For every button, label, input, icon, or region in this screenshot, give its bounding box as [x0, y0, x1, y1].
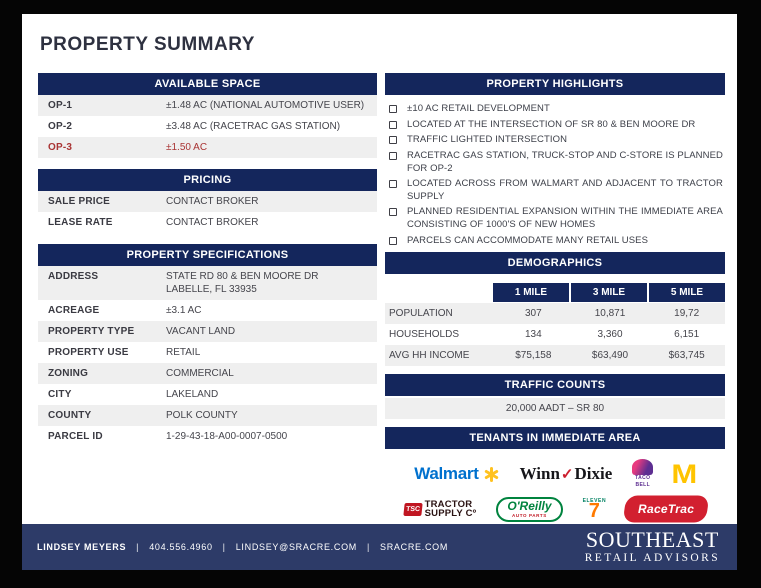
supply-word: SUPPLY Cº — [424, 508, 477, 520]
table-row — [38, 363, 377, 384]
row-label: CITY — [48, 389, 72, 400]
highlight-text: RACETRAC GAS STATION, TRUCK-STOP AND C-STORE IS PLANNED FOR OP-2 — [407, 149, 723, 174]
table-row-highlighted — [38, 137, 377, 158]
cell-value: $75,158 — [515, 350, 552, 362]
list-item — [389, 119, 723, 132]
row-value: CONTACT BROKER — [166, 217, 259, 228]
seven-numeral: 7 — [588, 499, 600, 522]
left-column — [38, 73, 377, 530]
brand-name-line2: RETAIL ADVISORS — [584, 552, 720, 565]
pricing-table — [38, 169, 377, 233]
bell-word: BELL — [635, 482, 651, 488]
row-value: 1-29-43-18-A00-0007-0500 — [166, 431, 288, 442]
list-item — [389, 178, 723, 203]
tractor-supply-logo — [404, 500, 477, 519]
row-label: ADDRESS — [48, 271, 99, 282]
row-label: PROPERTY USE — [48, 347, 129, 358]
column-spacer — [385, 283, 491, 302]
available-space-header: AVAILABLE SPACE — [38, 73, 377, 95]
row-value — [166, 270, 369, 296]
row-value: ±3.1 AC — [166, 305, 202, 316]
highlight-text: PARCELS CAN ACCOMMODATE MANY RETAIL USES — [407, 234, 649, 246]
cell-value: $63,745 — [668, 350, 705, 362]
contact-info — [37, 542, 448, 552]
checkbox-bullet-icon — [389, 237, 397, 245]
winn-word: Winn — [519, 464, 560, 483]
row-value: ±1.48 AC (NATIONAL AUTOMOTIVE USER) — [166, 100, 365, 111]
row-label: ZONING — [48, 368, 89, 379]
demographics-header: DEMOGRAPHICS — [385, 252, 725, 274]
row-value: VACANT LAND — [166, 326, 236, 337]
checkbox-bullet-icon — [389, 180, 397, 188]
logo-row — [385, 497, 725, 522]
row-label: PARCEL ID — [48, 431, 103, 442]
property-highlights-section — [385, 73, 725, 252]
cell-value: 6,151 — [674, 329, 700, 341]
demographics-column-headers — [385, 283, 725, 302]
row-value: COMMERCIAL — [166, 368, 234, 379]
property-specifications-table — [38, 244, 377, 447]
footer-bar — [22, 524, 737, 570]
table-row — [38, 321, 377, 342]
cell-value: 10,871 — [594, 308, 626, 320]
walmart-spark-icon — [483, 466, 500, 483]
table-row — [38, 212, 377, 233]
property-highlights-header: PROPERTY HIGHLIGHTS — [385, 73, 725, 95]
brand-name-line1: SOUTHEAST — [585, 527, 719, 553]
logo-row — [385, 459, 725, 489]
checkbox-bullet-icon — [389, 152, 397, 160]
row-label: ACREAGE — [48, 305, 100, 316]
tenants-section — [385, 427, 725, 522]
pricing-header: PRICING — [38, 169, 377, 191]
racetrac-wordmark: RaceTrac — [638, 502, 695, 517]
separator: | — [222, 542, 226, 552]
flyer-page — [22, 14, 737, 570]
list-item — [389, 103, 723, 116]
table-row — [38, 426, 377, 447]
highlight-text: LOCATED AT THE INTERSECTION OF SR 80 & BEN MOORE DR — [407, 118, 696, 130]
check-icon: ✓ — [560, 467, 574, 483]
walmart-logo — [414, 464, 499, 484]
cell-value: $63,490 — [591, 350, 629, 362]
company-logo — [585, 529, 722, 565]
highlight-text: TRAFFIC LIGHTED INTERSECTION — [407, 134, 568, 146]
highlights-list — [385, 95, 725, 252]
checkbox-bullet-icon — [389, 105, 397, 113]
tenants-header: TENANTS IN IMMEDIATE AREA — [385, 427, 725, 449]
table-row — [385, 345, 725, 366]
table-row — [38, 266, 377, 300]
row-value: RETAIL — [166, 347, 201, 358]
demographics-section — [385, 252, 725, 366]
cell-value: 19,72 — [674, 308, 700, 320]
tractor-word: TRACTOR — [424, 498, 473, 510]
highlight-text: LOCATED ACROSS FROM WALMART AND ADJACENT TO TRACTOR SUPPLY — [407, 178, 723, 202]
tsc-badge: TSC — [403, 503, 422, 516]
row-label: SALE PRICE — [48, 196, 111, 207]
row-value: ±1.50 AC — [166, 142, 208, 153]
cell-value: 3,360 — [597, 329, 623, 341]
row-value: LAKELAND — [166, 389, 219, 400]
table-row — [38, 405, 377, 426]
table-row — [38, 384, 377, 405]
highlight-text: ±10 AC RETAIL DEVELOPMENT — [407, 103, 550, 114]
column-header-3mile: 3 MILE — [571, 283, 647, 302]
list-item — [389, 206, 723, 231]
address-line-2: LABELLE, FL 33935 — [166, 284, 257, 295]
address-line-1: STATE RD 80 & BEN MOORE DR — [166, 271, 319, 282]
row-label: COUNTY — [48, 410, 92, 421]
cell-value: 307 — [524, 308, 542, 320]
separator: | — [366, 542, 371, 552]
contact-email: LINDSEY@SRACRE.COM — [235, 542, 357, 552]
oreilly-logo — [496, 497, 562, 522]
list-item — [389, 134, 723, 147]
column-header-5mile: 5 MILE — [649, 283, 725, 302]
auto-parts-label: AUTO PARTS — [512, 512, 547, 518]
contact-name: LINDSEY MEYERS — [37, 542, 127, 552]
contact-phone: 404.556.4960 — [149, 542, 213, 552]
traffic-counts-header: TRAFFIC COUNTS — [385, 374, 725, 396]
taco-word: TACO — [635, 475, 651, 482]
row-value: CONTACT BROKER — [166, 196, 259, 207]
traffic-counts-section — [385, 374, 725, 419]
row-label: OP-3 — [48, 142, 73, 153]
traffic-counts-value: 20,000 AADT – SR 80 — [385, 398, 725, 419]
column-header-1mile: 1 MILE — [493, 283, 569, 302]
taco-bell-bell-icon — [632, 459, 653, 475]
available-space-table — [38, 73, 377, 158]
winn-dixie-logo — [520, 464, 613, 484]
row-value: POLK COUNTY — [166, 410, 238, 421]
page-title: PROPERTY SUMMARY — [40, 34, 255, 55]
list-item — [389, 235, 723, 248]
table-row — [385, 324, 725, 345]
row-label: POPULATION — [389, 308, 453, 320]
row-value: ±3.48 AC (RACETRAC GAS STATION) — [166, 121, 341, 132]
row-label: LEASE RATE — [48, 217, 113, 228]
row-label: HOUSEHOLDS — [389, 329, 460, 341]
table-row — [38, 342, 377, 363]
dixie-word: Dixie — [574, 464, 613, 483]
checkbox-bullet-icon — [389, 121, 397, 129]
tenant-logos — [385, 449, 725, 522]
row-label: PROPERTY TYPE — [48, 326, 135, 337]
checkbox-bullet-icon — [389, 136, 397, 144]
separator: | — [136, 542, 140, 552]
row-label: OP-2 — [48, 121, 73, 132]
table-row — [38, 191, 377, 212]
checkbox-bullet-icon — [389, 208, 397, 216]
table-row — [385, 303, 725, 324]
cell-value: 134 — [524, 329, 542, 341]
eleven-word: ELEVEN — [582, 497, 607, 504]
mcdonalds-arches-icon: M — [671, 458, 698, 489]
row-label: AVG HH INCOME — [389, 350, 470, 362]
table-row — [38, 95, 377, 116]
row-label: OP-1 — [48, 100, 73, 111]
company-website: SRACRE.COM — [380, 542, 449, 552]
highlight-text: PLANNED RESIDENTIAL EXPANSION WITHIN THE IMMEDIATE AREA CONSISTING OF 1000'S OF NEW HOMES — [407, 206, 723, 230]
property-specifications-header: PROPERTY SPECIFICATIONS — [38, 244, 377, 266]
list-item — [389, 150, 723, 175]
table-row — [38, 300, 377, 321]
seven-eleven-logo — [583, 499, 607, 520]
oreilly-wordmark: O'Reilly — [507, 498, 552, 513]
taco-bell-logo — [632, 459, 653, 489]
right-column — [385, 73, 725, 530]
racetrac-logo — [624, 497, 708, 521]
table-row — [38, 116, 377, 137]
walmart-wordmark: Walmart — [414, 464, 479, 483]
